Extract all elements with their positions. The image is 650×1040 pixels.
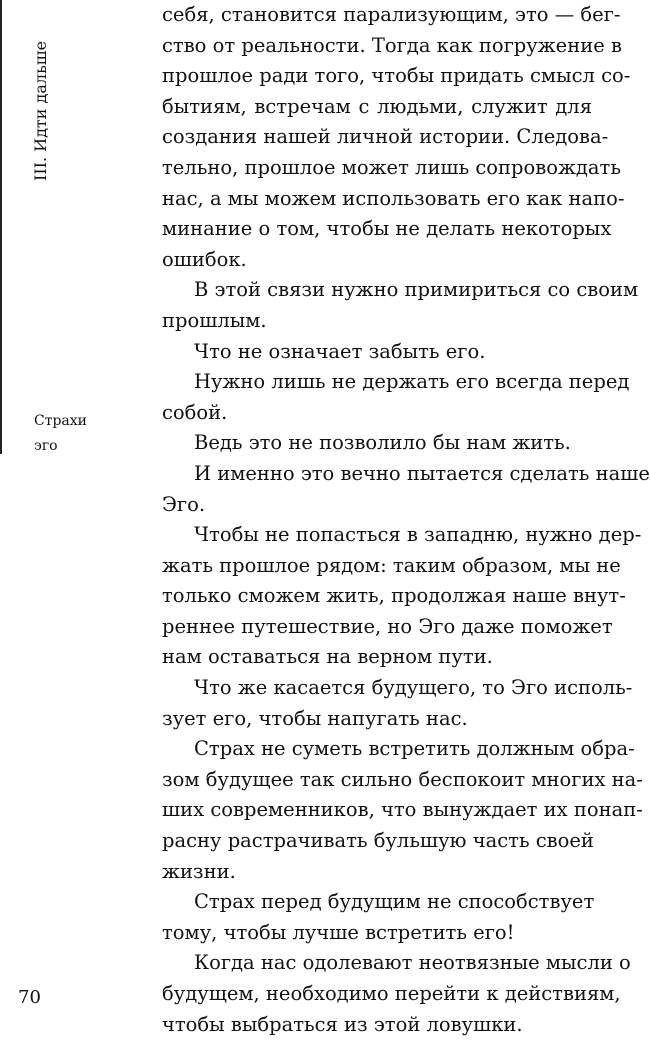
margin-note-line: Страхи (34, 413, 87, 429)
text-line: себя, становится парализующим, это — бег- (162, 3, 621, 26)
text-line: зом будущее так сильно беспокоит многих на- (162, 767, 643, 791)
running-head: III. Идти дальше (31, 40, 50, 181)
text-line: жать прошлое рядом: таким образом, мы не (162, 553, 621, 577)
text-line: Страх не суметь встретить должным обра- (194, 737, 635, 761)
text-line: зует его, чтобы напугать нас. (162, 706, 468, 730)
text-line: будущем, необходимо перейти к действиям, (162, 982, 621, 1005)
text-line: Что же касается будущего, то Эго исполь- (194, 676, 633, 700)
text-line: Страх перед будущим не способствует (194, 890, 595, 914)
text-line: чтобы выбраться из этой ловушки. (162, 1012, 523, 1036)
text-line: Когда нас одолевают неотвязные мысли о (194, 951, 631, 975)
side-rule (0, 0, 2, 454)
body-text (162, 0, 650, 1040)
text-line: Что не означает забыть его. (194, 339, 486, 363)
text-line: жизни. (162, 859, 236, 883)
text-line: прошлым. (162, 308, 267, 332)
page-number: 70 (18, 987, 41, 1008)
text-line: только сможем жить, продолжая наше внут- (162, 584, 626, 608)
margin-note (34, 409, 144, 459)
text-line: Чтобы не попасться в западню, нужно дер- (194, 523, 642, 547)
text-line: минание о том, чтобы не делать некоторых (162, 217, 612, 241)
text-line: тому, чтобы лучше встретить его! (162, 920, 515, 944)
text-line: ошибок. (162, 247, 247, 271)
text-line: расну растрачивать бульшую часть своей (162, 829, 594, 853)
text-line: И именно это вечно пытается сделать наше (194, 461, 650, 485)
text-line: бытиям, встречам с людьми, служит для (162, 94, 592, 118)
text-line: нас, а мы можем использовать его как напо- (162, 186, 625, 210)
text-line: создания нашей личной истории. Следова- (162, 125, 609, 149)
text-line: нам оставаться на верном пути. (162, 645, 493, 669)
text-line: В этой связи нужно примириться со своим (194, 278, 639, 302)
text-line: Ведь это не позволило бы нам жить. (194, 431, 571, 455)
margin-note-line: эго (34, 438, 58, 454)
text-line: Нужно лишь не держать его всегда перед (194, 370, 630, 394)
text-line: собой. (162, 400, 228, 424)
text-line: ших современников, что вынуждает их понап- (162, 798, 643, 822)
text-line: тельно, прошлое может лишь сопровождать (162, 155, 621, 179)
text-line: ство от реальности. Тогда как погружение в (162, 33, 622, 57)
text-line: реннее путешествие, но Эго даже поможет (162, 614, 613, 638)
text-line: прошлое ради того, чтобы придать смысл со- (162, 64, 631, 88)
text-line: Эго. (162, 492, 206, 516)
